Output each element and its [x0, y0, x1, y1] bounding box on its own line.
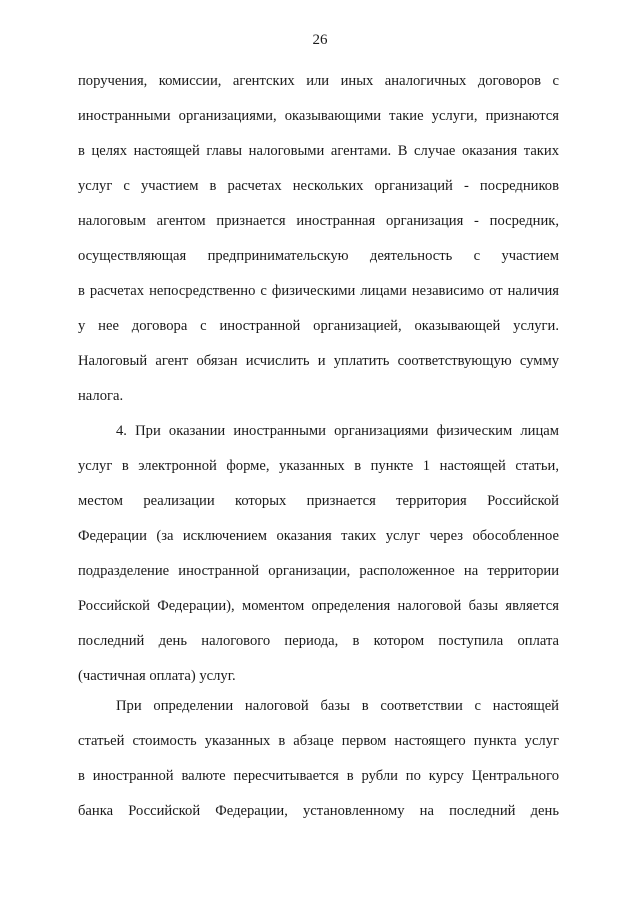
text-line: поручения, комиссии, агентских или иных аналогичных договоров с — [78, 73, 559, 89]
text-line: налоговым агентом признается иностранная организация - посредник, — [78, 213, 559, 229]
text-line: налога. — [78, 388, 124, 404]
text-line: иностранными организациями, оказывающими такие услуги, признаются — [78, 108, 559, 124]
text-line: осуществляющая предпринимательскую деятельность с участием — [78, 248, 559, 264]
text-line: в расчетах непосредственно с физическими лицами независимо от наличия — [78, 283, 559, 299]
text-line: банка Российской Федерации, установленному на последний день — [78, 803, 559, 819]
text-line: Федерации (за исключением оказания таких услуг через обособленное — [78, 528, 559, 544]
text-line: При определении налоговой базы в соответствии с настоящей — [116, 698, 559, 714]
page-number: 26 — [312, 32, 328, 48]
text-line: подразделение иностранной организации, расположенное на территории — [78, 563, 559, 579]
text-line: услуг в электронной форме, указанных в пункте 1 настоящей статьи, — [78, 458, 559, 474]
text-line: Налоговый агент обязан исчислить и уплатить соответствующую сумму — [78, 353, 559, 369]
text-line: в иностранной валюте пересчитывается в рубли по курсу Центрального — [78, 768, 559, 784]
text-line: 4. При оказании иностранными организациями физическим лицам — [116, 423, 559, 439]
text-line: в целях настоящей главы налоговыми агентами. В случае оказания таких — [78, 143, 559, 159]
text-line: (частичная оплата) услуг. — [78, 668, 236, 684]
text-line: местом реализации которых признается территория Российской — [78, 493, 559, 509]
text-line: статьей стоимость указанных в абзаце первом настоящего пункта услуг — [78, 733, 559, 749]
text-line: Российской Федерации), моментом определения налоговой базы является — [78, 598, 559, 614]
text-line: последний день налогового периода, в котором поступила оплата — [78, 633, 559, 649]
text-line: услуг с участием в расчетах нескольких организаций - посредников — [78, 178, 559, 194]
text-line: у нее договора с иностранной организацией, оказывающей услуги. — [78, 318, 559, 334]
